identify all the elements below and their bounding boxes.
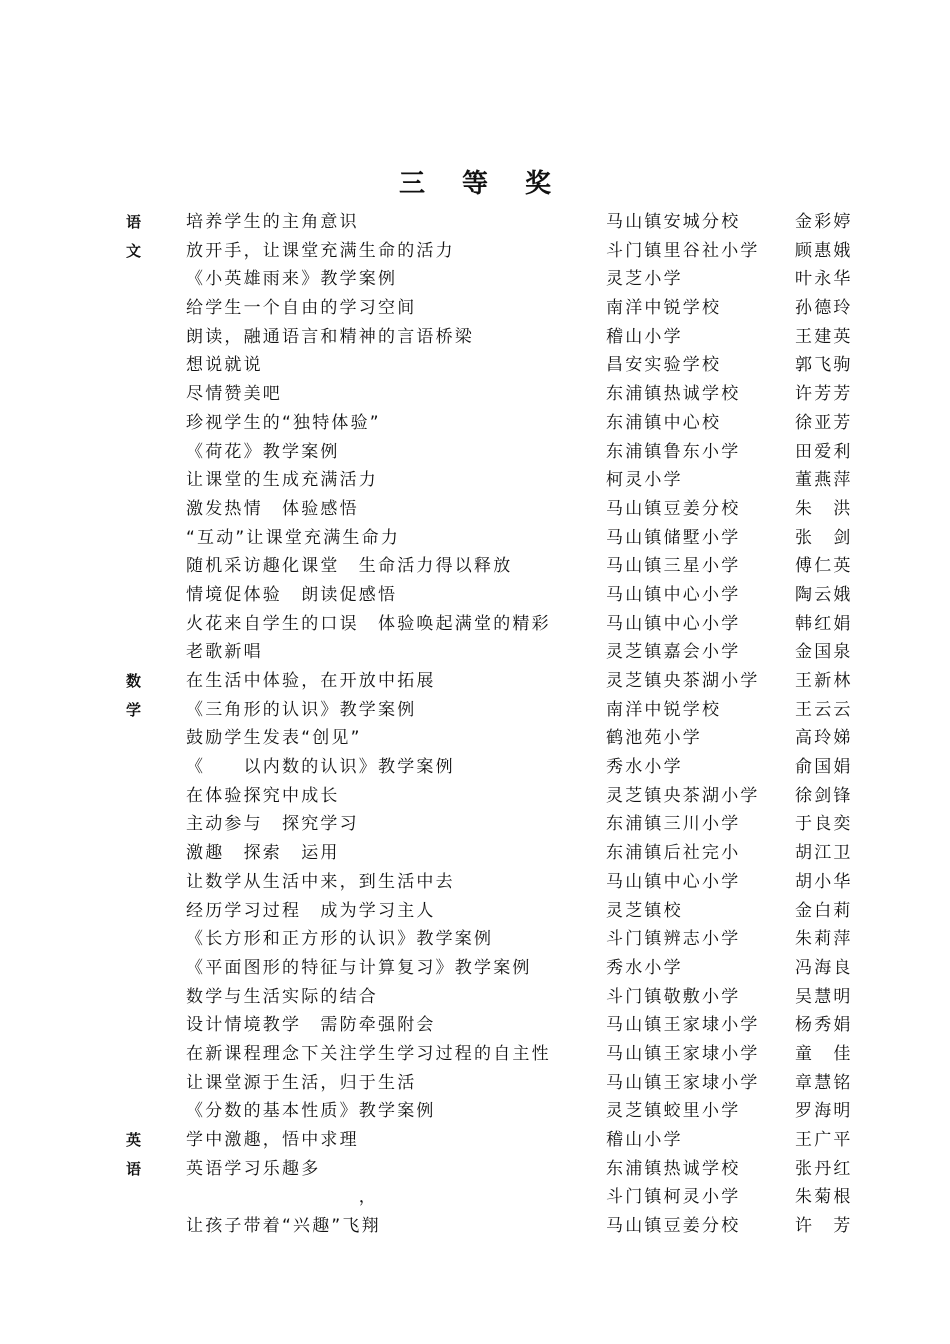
entry-title: 随机采访趣化课堂 生命活力得以释放: [186, 556, 513, 577]
award-row: [0, 1069, 950, 1098]
entry-title: 让课堂的生成充满活力: [186, 470, 378, 491]
entry-title: 《分数的基本性质》教学案例: [186, 1101, 436, 1122]
school-name: 秀水小学: [606, 957, 683, 978]
school-name: 灵芝小学: [606, 269, 683, 290]
person-name: 郭飞驹: [795, 355, 853, 376]
school-name: 斗门镇敬敷小学: [606, 986, 741, 1007]
award-row: [0, 294, 950, 323]
entry-title: 老歌新唱: [186, 642, 263, 663]
entry-title: 设计情境教学 需防牵强附会: [186, 1015, 436, 1036]
school-name: 马山镇王家埭小学: [606, 1043, 760, 1064]
entry-title: 情境促体验 朗读促感悟: [186, 584, 398, 605]
award-row: [0, 351, 950, 380]
entry-title: 《平面图形的特征与计算复习》教学案例: [186, 957, 532, 978]
entry-title: 火花来自学生的口误 体验唤起满堂的精彩: [186, 613, 551, 634]
entry-title: 鼓励学生发表“创见”: [186, 728, 362, 749]
award-row: [0, 810, 950, 839]
school-name: 马山镇豆姜分校: [606, 1216, 741, 1237]
award-row: [0, 925, 950, 954]
entry-title: 《三角形的认识》教学案例: [186, 699, 417, 720]
award-row: [0, 466, 950, 495]
subject-label: 英: [126, 1131, 142, 1149]
person-name: 于良奕: [795, 814, 853, 835]
entry-title: 激发热情 体验感悟: [186, 498, 359, 519]
award-row: [0, 208, 950, 237]
school-name: 斗门镇里谷社小学: [606, 240, 760, 261]
person-name: 张 剑: [795, 527, 853, 548]
award-row: [0, 1011, 950, 1040]
person-name: 章慧铭: [795, 1072, 853, 1093]
person-name: 冯海良: [795, 957, 853, 978]
subject-label: 语: [126, 1159, 142, 1178]
entry-title: 《小英雄雨来》教学案例: [186, 269, 398, 290]
entry-title: 英语学习乐趣多: [186, 1158, 321, 1179]
person-name: 金国泉: [795, 642, 853, 663]
award-row: [0, 782, 950, 811]
person-name: 朱 洪: [795, 498, 853, 519]
entry-title: 在新课程理念下关注学生学习过程的自主性: [186, 1043, 551, 1064]
school-name: 灵芝镇央茶湖小学: [606, 785, 760, 806]
entry-title: 在体验探究中成长: [186, 785, 340, 806]
person-name: 顾惠娥: [795, 240, 853, 261]
entry-title: ，: [186, 1187, 378, 1208]
school-name: 灵芝镇蛟里小学: [606, 1101, 741, 1122]
school-name: 南洋中锐学校: [606, 699, 722, 720]
award-row: [0, 409, 950, 438]
award-row: [0, 696, 950, 725]
school-name: 马山镇王家埭小学: [606, 1015, 760, 1036]
school-name: 马山镇王家埭小学: [606, 1072, 760, 1093]
award-row: [0, 610, 950, 639]
person-name: 徐亚芳: [795, 412, 853, 433]
award-row: [0, 323, 950, 352]
school-name: 马山镇中心小学: [606, 584, 741, 605]
school-name: 斗门镇柯灵小学: [606, 1187, 741, 1208]
award-row: [0, 1097, 950, 1126]
person-name: 田爱利: [795, 441, 853, 462]
person-name: 俞国娟: [795, 757, 853, 778]
school-name: 东浦镇后社完小: [606, 843, 741, 864]
school-name: 鹤池苑小学: [606, 728, 702, 749]
school-name: 灵芝镇校: [606, 900, 683, 921]
school-name: 昌安实验学校: [606, 355, 722, 376]
entry-title: 《 以内数的认识》教学案例: [186, 757, 455, 778]
entry-title: 想说就说: [186, 355, 263, 376]
school-name: 柯灵小学: [606, 470, 683, 491]
person-name: 许芳芳: [795, 384, 853, 405]
subject-label: 数: [126, 672, 142, 690]
award-row: [0, 524, 950, 553]
person-name: 徐剑锋: [795, 785, 853, 806]
school-name: 东浦镇热诚学校: [606, 1158, 741, 1179]
award-row: [0, 839, 950, 868]
award-row: [0, 237, 950, 266]
entry-title: 给学生一个自由的学习空间: [186, 298, 417, 319]
entry-title: 数学与生活实际的结合: [186, 986, 378, 1007]
entry-title: 经历学习过程 成为学习主人: [186, 900, 436, 921]
award-row: [0, 983, 950, 1012]
person-name: 金彩婷: [795, 212, 853, 232]
award-row: [0, 868, 950, 897]
entry-title: 让课堂源于生活，归于生活: [186, 1072, 417, 1093]
person-name: 吴慧明: [795, 986, 853, 1007]
entry-title: 培养学生的主角意识: [186, 212, 359, 232]
subject-label: 语: [126, 213, 142, 231]
award-list: [0, 208, 950, 1241]
person-name: 叶永华: [795, 269, 853, 290]
entry-title: 让数学从生活中来，到生活中去: [186, 871, 455, 892]
person-name: 许 芳: [795, 1216, 853, 1237]
award-row: [0, 753, 950, 782]
entry-title: 在生活中体验，在开放中拓展: [186, 671, 436, 691]
person-name: 王云云: [795, 699, 853, 720]
award-row: [0, 1183, 950, 1212]
school-name: 马山镇三星小学: [606, 556, 741, 577]
person-name: 朱莉萍: [795, 929, 853, 950]
school-name: 稽山小学: [606, 1130, 683, 1150]
school-name: 秀水小学: [606, 757, 683, 778]
entry-title: 《荷花》教学案例: [186, 441, 340, 462]
person-name: 董燕萍: [795, 470, 853, 491]
award-row: [0, 897, 950, 926]
entry-title: 激趣 探索 运用: [186, 843, 340, 864]
award-row: [0, 380, 950, 409]
award-row: [0, 552, 950, 581]
person-name: 王广平: [795, 1130, 853, 1150]
award-row: [0, 667, 950, 696]
entry-title: 主动参与 探究学习: [186, 814, 359, 835]
school-name: 东浦镇热诚学校: [606, 384, 741, 405]
subject-label: 文: [126, 241, 142, 260]
school-name: 南洋中锐学校: [606, 298, 722, 319]
school-name: 东浦镇中心校: [606, 412, 722, 433]
school-name: 马山镇豆姜分校: [606, 498, 741, 519]
entry-title: 学中激趣，悟中求理: [186, 1130, 359, 1150]
person-name: 童 佳: [795, 1043, 853, 1064]
person-name: 罗海明: [795, 1101, 853, 1122]
entry-title: 放开手，让课堂充满生命的活力: [186, 240, 455, 261]
award-row: [0, 438, 950, 467]
award-row: [0, 1212, 950, 1241]
award-row: [0, 581, 950, 610]
award-row: [0, 954, 950, 983]
school-name: 灵芝镇嘉会小学: [606, 642, 741, 663]
person-name: 朱菊根: [795, 1187, 853, 1208]
person-name: 陶云娥: [795, 584, 853, 605]
school-name: 斗门镇辨志小学: [606, 929, 741, 950]
entry-title: 朗读，融通语言和精神的言语桥梁: [186, 326, 474, 347]
person-name: 傅仁英: [795, 556, 853, 577]
subject-label: 学: [126, 700, 142, 719]
entry-title: 珍视学生的“独特体验”: [186, 412, 381, 433]
person-name: 金白莉: [795, 900, 853, 921]
school-name: 东浦镇鲁东小学: [606, 441, 741, 462]
person-name: 孙德玲: [795, 298, 853, 319]
person-name: 杨秀娟: [795, 1015, 853, 1036]
school-name: 马山镇安城分校: [606, 212, 741, 232]
school-name: 稽山小学: [606, 326, 683, 347]
person-name: 韩红娟: [795, 613, 853, 634]
entry-title: 让孩子带着“兴趣”飞翔: [186, 1216, 381, 1237]
person-name: 胡江卫: [795, 843, 853, 864]
award-row: [0, 265, 950, 294]
page-title: 三 等 奖: [398, 169, 566, 199]
award-row: [0, 495, 950, 524]
award-row: [0, 1155, 950, 1184]
person-name: 王新林: [795, 671, 853, 691]
award-row: [0, 724, 950, 753]
award-row: [0, 638, 950, 667]
person-name: 高玲娣: [795, 728, 853, 749]
person-name: 胡小华: [795, 871, 853, 892]
school-name: 马山镇中心小学: [606, 871, 741, 892]
person-name: 王建英: [795, 326, 853, 347]
entry-title: 尽情赞美吧: [186, 384, 282, 405]
award-row: [0, 1040, 950, 1069]
entry-title: 《长方形和正方形的认识》教学案例: [186, 929, 494, 950]
entry-title: “互动”让课堂充满生命力: [186, 527, 401, 548]
person-name: 张丹红: [795, 1158, 853, 1179]
school-name: 灵芝镇央茶湖小学: [606, 671, 760, 691]
school-name: 东浦镇三川小学: [606, 814, 741, 835]
school-name: 马山镇储墅小学: [606, 527, 741, 548]
award-row: [0, 1126, 950, 1155]
school-name: 马山镇中心小学: [606, 613, 741, 634]
